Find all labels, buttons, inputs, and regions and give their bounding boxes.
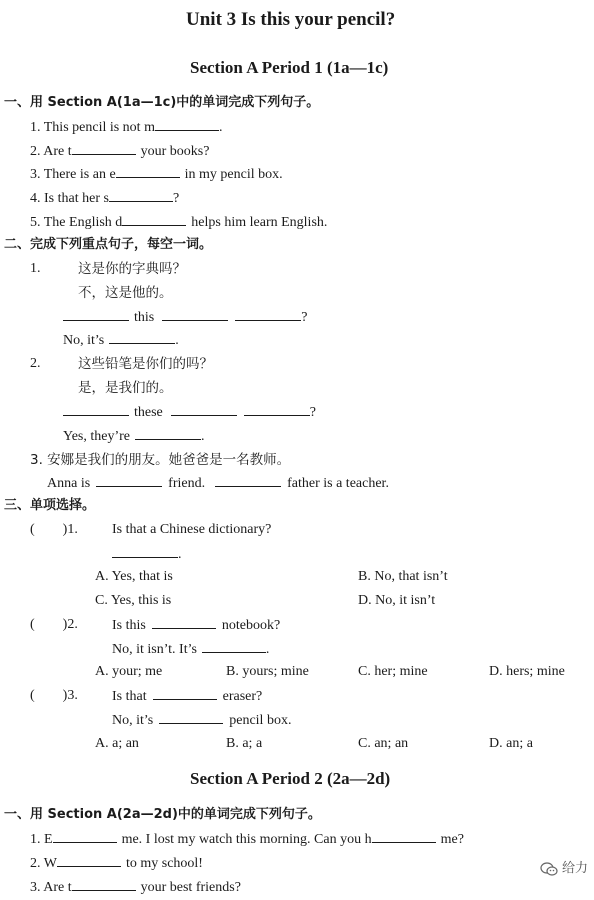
chinese-prompt: 是，是我们的。 [78,380,173,396]
answer-blank[interactable] [63,308,129,321]
question-number: 2. [30,356,41,371]
answer-blank[interactable] [63,403,129,416]
part-heading: 一、用 Section A(1a—1c)中的单词完成下列句子。 [4,95,320,110]
choice-paren[interactable]: ( )1. [30,522,78,537]
question-text: No, it’s [112,713,154,728]
option-b[interactable]: B. a; a [226,736,263,751]
fill-line [63,403,316,422]
question-text: eraser? [222,689,263,704]
answer-blank[interactable] [135,427,201,440]
question-item [30,213,327,232]
choice-paren[interactable]: ( )3. [30,688,78,703]
question-text: . [265,642,270,657]
answer-blank[interactable] [57,854,121,867]
question-item [30,189,179,208]
question-text: Is this [112,618,146,633]
option-d[interactable]: D. No, it isn’t [358,593,436,608]
question-text: 3. Are t [30,880,72,895]
answer-blank[interactable] [244,403,310,416]
question-text: 5. The English d [30,215,123,230]
question-text: these [134,405,163,420]
question-text: ? [172,191,180,206]
question-text: Is that [112,689,147,704]
answer-blank[interactable] [116,165,180,178]
fill-line [63,427,205,446]
answer-blank[interactable] [153,687,217,700]
question-text: . [178,547,182,562]
question-text: Yes, they’re [63,429,131,444]
question-text: to my school! [125,856,203,871]
answer-blank[interactable] [96,474,162,487]
answer-blank[interactable] [122,213,186,226]
question-text: pencil box. [229,713,292,728]
option-c[interactable]: C. an; an [358,736,409,751]
question-item [30,118,222,137]
option-d[interactable]: D. an; a [489,736,533,751]
question-text: Anna is [47,476,91,491]
fill-line [63,308,307,327]
question-text: ? [301,310,308,325]
fill-line [47,474,389,493]
fill-line [112,640,269,659]
answer-blank[interactable] [109,331,175,344]
part-heading: 二、完成下列重点句子，每空一词。 [4,237,213,252]
question-text: your books? [140,144,210,159]
watermark-text: 给力 [562,861,589,876]
answer-blank[interactable] [202,640,266,653]
option-a[interactable]: A. your; me [95,664,163,679]
part-heading: 三、单项选择。 [4,498,96,513]
question-text: . [175,333,179,348]
section-heading: Section A Period 2 (2a—2d) [190,769,391,788]
question-item [30,142,209,161]
answer-blank[interactable] [235,308,301,321]
option-c[interactable]: C. Yes, this is [95,593,172,608]
answer-blank[interactable] [171,403,237,416]
question-text: father is a teacher. [287,476,389,491]
chinese-prompt: 3. 安娜是我们的朋友。她爸爸是一名教师。 [30,452,291,468]
question-text: . [201,429,205,444]
question-text: No, it isn’t. It’s [112,642,197,657]
fill-line [63,331,179,350]
question-text: 2. W [30,856,57,871]
section-heading: Section A Period 1 (1a—1c) [190,58,389,77]
answer-blank[interactable] [372,830,436,843]
option-b[interactable]: B. No, that isn’t [358,569,448,584]
question-text: 4. Is that her s [30,191,109,206]
question-text: your best friends? [140,880,241,895]
question-item [30,165,283,184]
answer-blank[interactable] [53,830,117,843]
question-stem: Is that a Chinese dictionary? [112,522,272,537]
option-d[interactable]: D. hers; mine [489,664,565,679]
question-text: me. I lost my watch this morning. Can you h [121,832,372,847]
chinese-prompt: 这些铅笔是你们的吗？ [78,356,213,372]
answer-blank[interactable] [112,545,178,558]
page-title: Unit 3 Is this your pencil? [186,9,396,30]
question-text: notebook? [221,618,281,633]
question-text: 1. This pencil is not m [30,120,155,135]
question-number: 1. [30,261,41,276]
question-text: 1. E [30,832,53,847]
answer-blank[interactable] [162,308,228,321]
answer-blank[interactable] [109,189,173,202]
question-text: No, it’s [63,333,105,348]
option-a[interactable]: A. a; an [95,736,139,751]
answer-blank[interactable] [72,142,136,155]
answer-blank[interactable] [72,878,136,891]
answer-blank[interactable] [215,474,281,487]
question-text: 2. Are t [30,144,72,159]
answer-blank[interactable] [159,711,223,724]
question-text: ? [309,405,316,420]
question-item [30,830,464,849]
option-c[interactable]: C. her; mine [358,664,428,679]
choice-paren[interactable]: ( )2. [30,617,78,632]
question-text: this [134,310,155,325]
option-b[interactable]: B. yours; mine [226,664,309,679]
question-text: me? [440,832,464,847]
question-text: 3. There is an e [30,167,116,182]
question-text: in my pencil box. [184,167,283,182]
question-text: helps him learn English. [191,215,328,230]
wechat-icon [540,862,558,876]
question-text: . [218,120,223,135]
option-a[interactable]: A. Yes, that is [95,569,173,584]
fill-line [112,545,182,564]
chinese-prompt: 不，这是他的。 [78,285,173,301]
answer-blank[interactable] [155,118,219,131]
question-text: friend. [168,476,206,491]
fill-line [112,711,291,730]
question-item [30,854,203,873]
chinese-prompt: 这是你的字典吗？ [78,261,186,277]
answer-blank[interactable] [152,616,216,629]
question-item [30,878,241,897]
part-heading: 一、用 Section A(2a—2d)中的单词完成下列句子。 [4,807,321,822]
question-stem [112,687,262,706]
question-stem [112,616,280,635]
